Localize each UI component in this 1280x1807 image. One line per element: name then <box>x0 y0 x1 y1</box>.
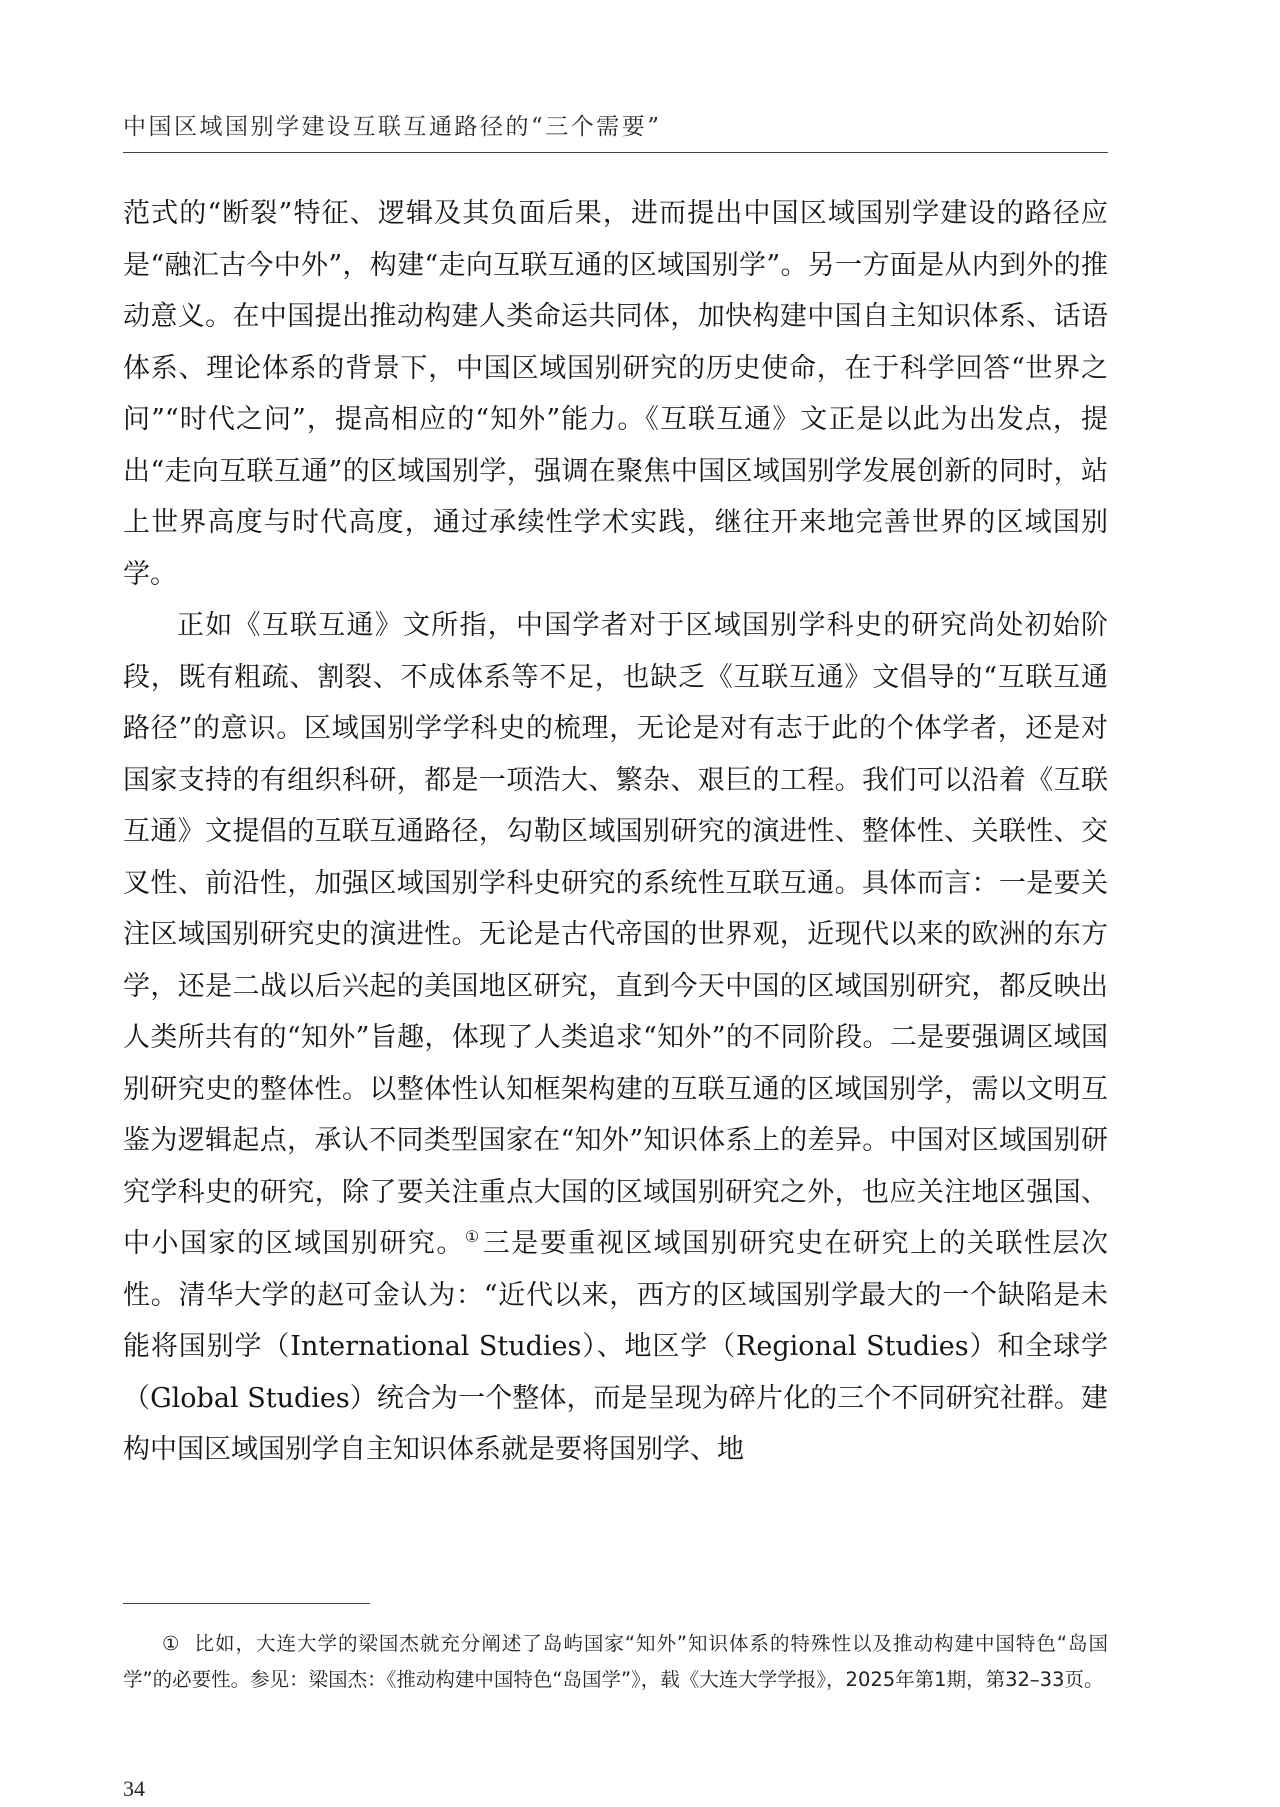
paragraph-2 <box>123 600 1108 1476</box>
footnote-number: ① <box>162 1632 181 1655</box>
footnote-reference[interactable]: ① <box>464 1227 481 1246</box>
paragraph-2-continued: 三是要重视区域国别研究史在研究上的关联性层次性。清华大学的赵可金认为：“近代以来，西方的区域国别学最大的一个缺陷是未能将国别学（International Studies）、地区学（Regional Studies）和全球学（Global Studies）统合为一个整体，而是呈现为碎片化的三个不同研究社群。建构中国区域国别学自主知识体系就是要将国别学、地 <box>123 1228 1109 1465</box>
footnote-rule <box>123 1603 370 1604</box>
footnote-text: 比如，大连大学的梁国杰就充分阐述了岛屿国家“知外”知识体系的特殊性以及推动构建中国特色“岛国学”的必要性。参见：梁国杰：《推动构建中国特色“岛国学”》，载《大连大学学报》，2025年第1期，第32–33页。 <box>123 1632 1109 1691</box>
body-text <box>123 188 1108 1476</box>
running-header: 中国区域国别学建设互联互通路径的“三个需要” <box>123 114 662 140</box>
paragraph-1: 范式的“断裂”特征、逻辑及其负面后果，进而提出中国区域国别学建设的路径应是“融汇古今中外”，构建“走向互联互通的区域国别学”。另一方面是从内到外的推动意义。在中国提出推动构建人类命运共同体，加快构建中国自主知识体系、话语体系、理论体系的背景下，中国区域国别研究的历史使命，在于科学回答“世界之问”“时代之问”，提高相应的“知外”能力。《互联互通》文正是以此为出发点，提出“走向互联互通”的区域国别学，强调在聚焦中国区域国别学发展创新的同时，站上世界高度与时代高度，通过承续性学术实践，继往开来地完善世界的区域国别学。 <box>123 198 1108 590</box>
footnote <box>123 1626 1108 1698</box>
paragraph-2-text: 正如《互联互通》文所指，中国学者对于区域国别学科史的研究尚处初始阶段，既有粗疏、割裂、不成体系等不足，也缺乏《互联互通》文倡导的“互联互通路径”的意识。区域国别学学科史的梳理，无论是对有志于此的个体学者，还是对国家支持的有组织科研，都是一项浩大、繁杂、艰巨的工程。我们可以沿着《互联互通》文提倡的互联互通路径，勾勒区域国别研究的演进性、整体性、关联性、交叉性、前沿性，加强区域国别学科史研究的系统性互联互通。具体而言：一是要关注区域国别研究史的演进性。无论是古代帝国的世界观，近现代以来的欧洲的东方学，还是二战以后兴起的美国地区研究，直到今天中国的区域国别研究，都反映出人类所共有的“知外”旨趣，体现了人类追求“知外”的不同阶段。二是要强调区域国别研究史的整体性。以整体性认知框架构建的互联互通的区域国别学，需以文明互鉴为逻辑起点，承认不同类型国家在“知外”知识体系上的差异。中国对区域国别研究学科史的研究，除了要关注重点大国的区域国别研究之外，也应关注地区强国、中小国家的区域国别研究。 <box>123 610 1108 1259</box>
header-rule <box>123 152 1108 153</box>
page-number: 34 <box>123 1776 145 1801</box>
